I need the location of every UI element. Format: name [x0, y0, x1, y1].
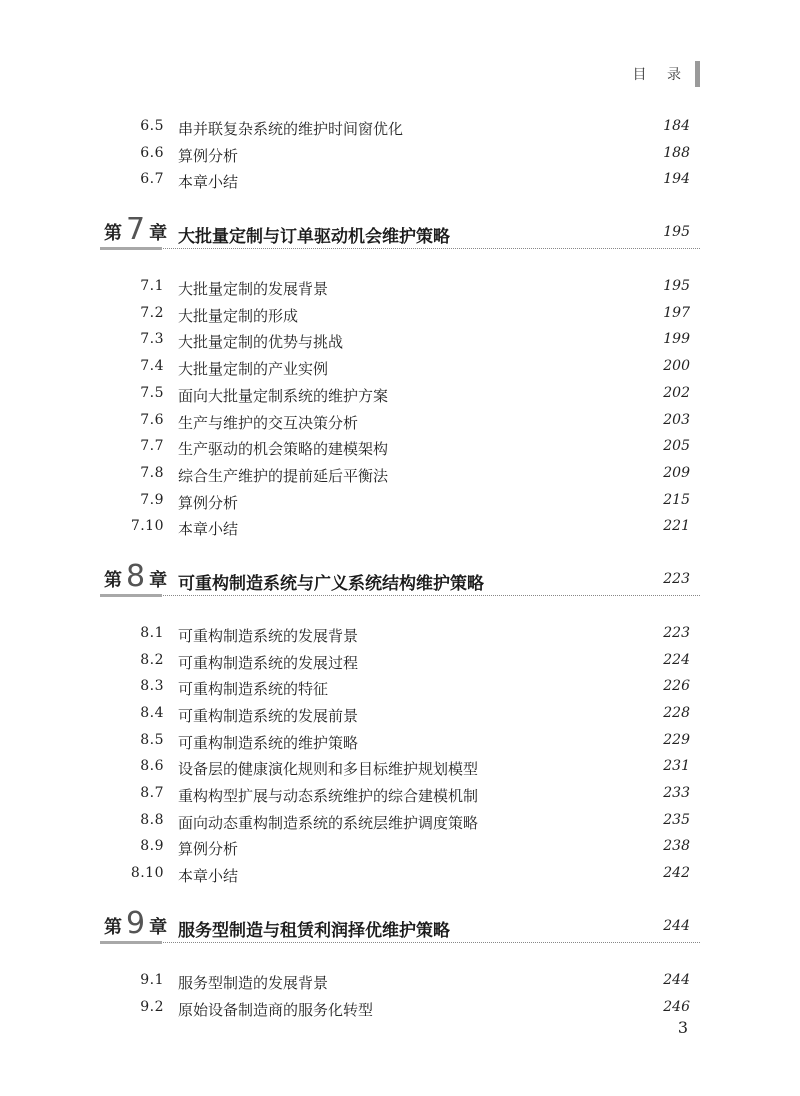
- entry-title: 可重构制造系统的特征: [178, 680, 329, 699]
- chapter-label: [104, 212, 167, 247]
- entry-number: 8.6: [140, 758, 164, 775]
- chapter-prefix: 第: [104, 569, 122, 591]
- chapter-title: 可重构制造系统与广义系统结构维护策略: [178, 573, 484, 594]
- toc-entry: [100, 272, 700, 299]
- entry-title: 重构构型扩展与动态系统维护的综合建模机制: [178, 787, 479, 806]
- entry-title: 可重构制造系统的发展过程: [178, 653, 359, 672]
- entry-title: 本章小结: [178, 173, 239, 192]
- entry-number: 8.9: [140, 838, 164, 855]
- entry-page: 209: [663, 464, 690, 481]
- toc-entry: [100, 406, 700, 433]
- chapter-title: 服务型制造与租赁利润择优维护策略: [178, 920, 450, 941]
- chapter-prefix: 第: [104, 916, 122, 938]
- entry-page: 224: [663, 651, 690, 668]
- entry-title: 大批量定制的发展背景: [178, 280, 329, 299]
- entry-number: 7.2: [140, 304, 164, 321]
- toc-entry: [100, 459, 700, 486]
- entry-title: 本章小结: [178, 867, 239, 886]
- chapter-suffix: 章: [149, 569, 168, 591]
- entry-number: 7.5: [140, 384, 164, 401]
- entry-number: 8.4: [140, 705, 164, 721]
- entry-number: 7.4: [140, 358, 164, 375]
- entry-number: 9.1: [140, 971, 164, 988]
- chapter-prefix: 第: [104, 223, 122, 245]
- header-title: 目 录: [632, 67, 689, 83]
- toc-entry: [100, 432, 700, 459]
- entry-title: 大批量定制的优势与挑战: [178, 333, 344, 352]
- entry-number: 6.7: [140, 171, 164, 188]
- chapter-page: 244: [663, 917, 690, 934]
- chapter-rule: [100, 942, 700, 943]
- entry-page: 244: [663, 971, 690, 988]
- entry-title: 可重构制造系统的发展前景: [178, 707, 359, 725]
- chapter-suffix: 章: [149, 916, 168, 938]
- entry-page: 205: [663, 438, 690, 455]
- entry-number: 7.9: [140, 491, 164, 508]
- entry-number: 7.8: [140, 464, 164, 481]
- toc-entry: [100, 752, 700, 779]
- toc-entry: [100, 672, 700, 699]
- toc-entry: [100, 859, 700, 886]
- entry-number: 8.5: [140, 731, 164, 748]
- toc-entry: [100, 139, 700, 166]
- entry-number: 7.7: [140, 438, 164, 455]
- entry-number: 9.2: [140, 998, 164, 1015]
- toc-entry: [100, 299, 700, 326]
- entry-title: 本章小结: [178, 520, 239, 539]
- entry-title: 生产与维护的交互决策分析: [178, 413, 359, 432]
- toc-entry: [100, 112, 700, 139]
- entry-page: 228: [663, 705, 690, 721]
- entry-page: 233: [663, 785, 690, 802]
- entry-page: 188: [663, 144, 690, 161]
- chapter-title: 大批量定制与订单驱动机会维护策略: [178, 227, 450, 248]
- entry-number: 8.10: [130, 865, 164, 882]
- toc-entry: [100, 352, 700, 379]
- table-of-contents: [100, 112, 700, 1019]
- entry-title: 面向大批量定制系统的维护方案: [178, 386, 389, 405]
- entry-title: 原始设备制造商的服务化转型: [178, 1000, 374, 1019]
- toc-entry: [100, 966, 700, 993]
- entry-number: 7.1: [140, 278, 164, 295]
- toc-entry: [100, 726, 700, 753]
- entry-title: 算例分析: [178, 146, 239, 165]
- toc-entry: [100, 806, 700, 833]
- entry-page: 246: [663, 998, 690, 1015]
- entry-title: 大批量定制的形成: [178, 306, 299, 325]
- toc-entry: [100, 512, 700, 539]
- entry-page: 197: [663, 304, 690, 321]
- entry-title: 设备层的健康演化规则和多目标维护规划模型: [178, 760, 479, 779]
- running-header: [633, 60, 700, 88]
- toc-entry: [100, 486, 700, 513]
- entry-title: 算例分析: [178, 840, 239, 859]
- entry-page: 202: [663, 384, 690, 401]
- entry-title: 综合生产维护的提前延后平衡法: [178, 466, 389, 485]
- entry-number: 7.10: [130, 518, 164, 535]
- entry-number: 7.3: [140, 331, 164, 348]
- entry-page: 184: [663, 118, 690, 134]
- toc-entry: [100, 619, 700, 646]
- entry-page: 194: [663, 171, 690, 188]
- entry-page: 215: [663, 491, 690, 508]
- toc-entry: [100, 646, 700, 673]
- chapter-rule: [100, 595, 700, 596]
- toc-entry: [100, 379, 700, 406]
- toc-entry: [100, 832, 700, 859]
- toc-entry: [100, 699, 700, 726]
- entry-number: 8.1: [140, 624, 164, 641]
- entry-number: 8.3: [140, 678, 164, 695]
- entry-page: 229: [663, 731, 690, 748]
- chapter-page: 223: [663, 570, 690, 587]
- entry-page: 195: [663, 278, 690, 295]
- entry-page: 203: [663, 411, 690, 428]
- entry-title: 面向动态重构制造系统的系统层维护调度策略: [178, 813, 479, 832]
- chapter-number: 7: [126, 212, 146, 248]
- entry-title: 生产驱动的机会策略的建模架构: [178, 440, 389, 459]
- entry-number: 8.7: [140, 785, 164, 802]
- entry-number: 7.6: [140, 411, 164, 428]
- entry-title: 大批量定制的产业实例: [178, 360, 329, 379]
- entry-page: 226: [663, 678, 690, 695]
- entry-page: 231: [663, 758, 690, 775]
- entry-number: 6.5: [140, 118, 164, 134]
- entry-title: 服务型制造的发展背景: [178, 973, 329, 992]
- header-bar: [695, 61, 700, 87]
- entry-page: 238: [663, 838, 690, 855]
- toc-entry: [100, 165, 700, 192]
- entry-title: 可重构制造系统的发展背景: [178, 626, 359, 645]
- entry-page: 223: [663, 624, 690, 641]
- entry-number: 6.6: [140, 144, 164, 161]
- entry-page: 242: [663, 865, 690, 882]
- chapter-rule-accent: [100, 941, 162, 944]
- chapter-heading-9: [100, 904, 700, 956]
- toc-entry: [100, 993, 700, 1020]
- toc-entry: [100, 779, 700, 806]
- chapter-rule-accent: [100, 247, 162, 250]
- chapter-heading-7: [100, 210, 700, 262]
- chapter-number: 8: [126, 558, 146, 594]
- chapter-page: 195: [663, 224, 690, 241]
- chapter-rule-accent: [100, 594, 162, 597]
- chapter-heading-8: [100, 557, 700, 609]
- chapter-suffix: 章: [149, 223, 168, 245]
- chapter-rule: [100, 248, 700, 249]
- toc-entry: [100, 325, 700, 352]
- chapter-label: [104, 906, 167, 941]
- page-number: 3: [677, 1018, 688, 1037]
- entry-title: 算例分析: [178, 493, 239, 512]
- chapter-number: 9: [126, 905, 146, 941]
- entry-number: 8.2: [140, 651, 164, 668]
- entry-title: 可重构制造系统的维护策略: [178, 733, 359, 752]
- entry-title: 串并联复杂系统的维护时间窗优化: [178, 120, 404, 138]
- entry-page: 235: [663, 811, 690, 828]
- entry-page: 221: [663, 518, 690, 535]
- entry-number: 8.8: [140, 811, 164, 828]
- entry-page: 199: [663, 331, 690, 348]
- chapter-label: [104, 559, 167, 594]
- entry-page: 200: [663, 358, 690, 375]
